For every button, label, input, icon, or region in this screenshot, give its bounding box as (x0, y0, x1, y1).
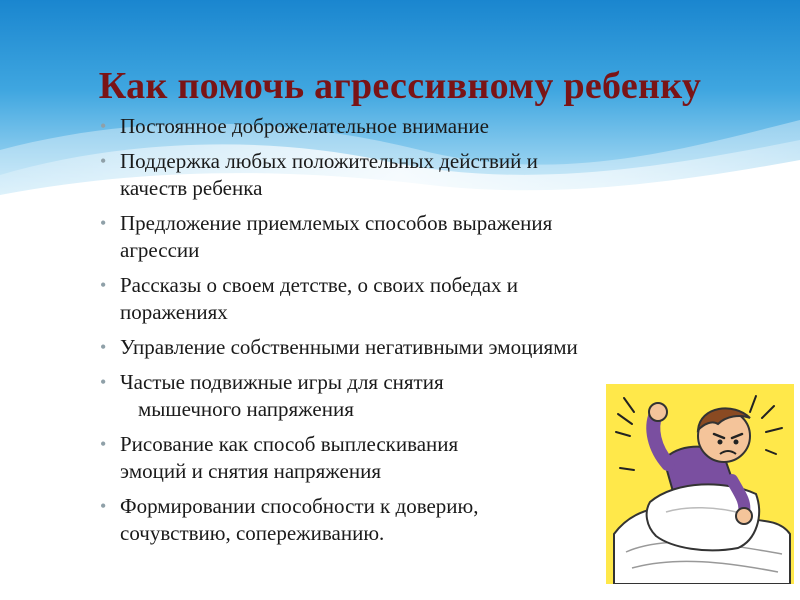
bullet-text-continued: поражениях (120, 300, 228, 324)
bullet-text-continued: эмоций и снятия напряжения (120, 459, 381, 483)
list-item (96, 210, 716, 264)
bullet-text: Управление собственными негативными эмоциями (120, 335, 578, 359)
bullet-icon: • (100, 151, 107, 171)
bullet-text-continued: мышечного напряжения (138, 397, 354, 421)
bullet-text: Поддержка любых положительных действий и (120, 149, 538, 173)
bullet-icon: • (100, 275, 107, 295)
list-item (96, 334, 716, 361)
bullet-text: Рассказы о своем детстве, о своих победах и (120, 273, 519, 297)
list-item (96, 272, 716, 326)
bullet-text: Формировании способности к доверию, (120, 494, 479, 518)
slide-title: Как помочь агрессивному ребенку (98, 65, 702, 107)
bullet-text: Рисование как способ выплескивания (120, 432, 459, 456)
bullet-icon: • (100, 116, 107, 136)
bullet-text: Постоянное доброжелательное внимание (120, 114, 489, 138)
bullet-icon: • (100, 213, 107, 233)
bullet-icon: • (100, 372, 107, 392)
bullet-icon: • (100, 337, 107, 357)
list-item (96, 113, 716, 140)
angry-child-with-pillow-icon (606, 384, 794, 584)
bullet-text: Частые подвижные игры для снятия (120, 370, 444, 394)
list-item (96, 148, 716, 202)
bullet-text-continued: качеств ребенка (120, 176, 263, 200)
bullet-text-continued: сочувствию, сопереживанию. (120, 521, 385, 545)
bullet-text: Предложение приемлемых способов выражения (120, 211, 553, 235)
bullet-icon: • (100, 496, 107, 516)
bullet-text-continued: агрессии (120, 238, 200, 262)
bullet-icon: • (100, 434, 107, 454)
